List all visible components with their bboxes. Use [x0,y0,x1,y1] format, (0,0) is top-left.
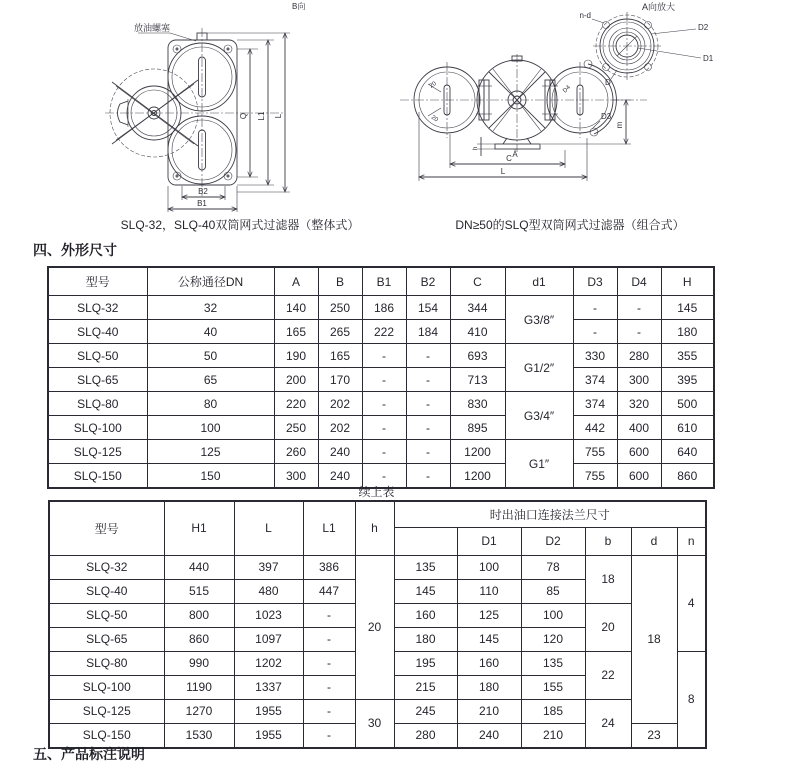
table-cell: 260 [274,440,318,464]
enlarged-view-title: A向放大 [642,2,676,12]
table-row [49,555,706,579]
table-cell: - [362,464,406,489]
dim-d-label: D [605,78,611,87]
table-cell: 640 [661,440,714,464]
table-row [48,368,714,392]
merged-h-cell: 30 [355,699,394,748]
table-cell: - [362,344,406,368]
dimension-table-2 [48,500,707,749]
table-cell: 320 [617,392,661,416]
column-header: B1 [362,267,406,296]
table-cell: - [362,440,406,464]
dim-l-label: L [274,113,283,119]
column-header: D4 [617,267,661,296]
table-cell: 180 [394,627,457,651]
chamfer-label-2: 20 [429,114,439,124]
thread-size-cell: G3/8″ [505,296,573,344]
merged-d-cell: 18 [631,555,677,723]
table-cell: 145 [661,296,714,320]
table-cell: 120 [521,627,585,651]
table-cell: 240 [318,464,362,489]
table-cell: 125 [457,603,521,627]
merged-h-cell: 20 [355,555,394,699]
base-flange [495,144,540,149]
table-cell: - [406,464,450,489]
dim-l-label-right: L [500,167,506,176]
table-cell: 1955 [234,723,303,748]
table-cell: 830 [450,392,505,416]
table-cell: 1955 [234,699,303,723]
merged-b-cell: 20 [585,603,631,651]
dim-d3-label: D3 [601,112,612,121]
table-cell: 1097 [234,627,303,651]
dim-l1-label: L1 [257,111,266,121]
table-row [48,416,714,440]
table-cell: - [303,723,355,748]
table-cell: 184 [406,320,450,344]
table-cell: - [362,416,406,440]
column-header: D2 [521,527,585,555]
flange-plate [168,40,237,185]
table-cell: 395 [661,368,714,392]
table-cell: 1530 [164,723,234,748]
model-cell: SLQ-100 [48,416,147,440]
table-cell: - [303,651,355,675]
table-cell: 180 [457,675,521,699]
table-cell: 895 [450,416,505,440]
table-cell: 300 [274,464,318,489]
table-cell: 135 [521,651,585,675]
table-cell: 145 [394,579,457,603]
table-cell: 160 [394,603,457,627]
dim-q-label: Q [239,112,248,120]
table-cell: 200 [274,368,318,392]
table-cell: 85 [521,579,585,603]
table-cell: 80 [147,392,274,416]
table-cell: 202 [318,392,362,416]
table-cell: 610 [661,416,714,440]
table-cell: 355 [661,344,714,368]
table-cell: 374 [573,392,617,416]
drain-plug-label: 放油螺塞 [134,23,171,33]
table-cell: 280 [394,723,457,748]
column-header: h [355,501,394,555]
table-cell: 65 [147,368,274,392]
table-cell: 400 [617,416,661,440]
table-cell: 245 [394,699,457,723]
table-row [48,320,714,344]
table-row [48,296,714,320]
column-header: d [631,527,677,555]
table-cell: 140 [274,296,318,320]
table-cell: 220 [274,392,318,416]
table-cell: - [406,416,450,440]
table-cell: 250 [274,416,318,440]
table-cell: - [303,627,355,651]
thread-size-cell: G1/2″ [505,344,573,392]
merged-n-cell: 8 [677,651,706,748]
thread-size-cell: G1″ [505,440,573,489]
model-cell: SLQ-50 [49,603,164,627]
table-cell: - [406,368,450,392]
dim-d2-label: D2 [698,23,709,32]
flange-group-header: 时出油口连接法兰尺寸 [394,501,706,527]
table-cell: 397 [234,555,303,579]
table-cell: 410 [450,320,505,344]
table-cell: 215 [394,675,457,699]
table-cell: 600 [617,440,661,464]
table-cell: 755 [573,440,617,464]
table-cell: 300 [617,368,661,392]
model-cell: SLQ-32 [48,296,147,320]
dim-c-label: C [506,154,512,163]
table-cell: 280 [617,344,661,368]
table-cell: 1270 [164,699,234,723]
table-cell: 100 [147,416,274,440]
table-cell: 250 [318,296,362,320]
table-cell: - [573,296,617,320]
thread-size-cell: G3/4″ [505,392,573,440]
figure-combined-filter-drawing [395,0,795,215]
table-cell: 755 [573,464,617,489]
table-cell: 155 [521,675,585,699]
merged-b-cell: 18 [585,555,631,603]
dim-a-label: A [512,150,518,159]
table-cell: 160 [457,651,521,675]
merged-n-cell: 4 [677,555,706,651]
table-cell: - [303,675,355,699]
table-cell: - [406,392,450,416]
table-cell: 1337 [234,675,303,699]
merged-b-cell: 24 [585,699,631,748]
table-cell: 210 [521,723,585,748]
dim-d4-label: D4 [562,84,572,95]
figure-caption-left: SLQ-32，SLQ-40双筒网式过滤器（整体式） [120,218,360,232]
column-header: 型号 [48,267,147,296]
figure-integral-filter-drawing [30,0,395,215]
table-cell: 713 [450,368,505,392]
dim-d1-label: D1 [703,54,714,63]
column-header: H1 [164,501,234,555]
table-cell: 860 [164,627,234,651]
table-cell: 110 [457,579,521,603]
view-b-label: B向 [292,2,306,11]
table2-header-row-1 [49,501,706,527]
table-cell: 135 [394,555,457,579]
table-cell: 202 [318,416,362,440]
table-cell: 1200 [450,464,505,489]
model-cell: SLQ-65 [48,368,147,392]
table-cell: - [617,296,661,320]
table-cell: 386 [303,555,355,579]
section-title: 四、外形尺寸 [33,242,117,258]
table-cell: - [573,320,617,344]
table-cell: 1023 [234,603,303,627]
merged-b-cell: 22 [585,651,631,699]
table-cell: 500 [661,392,714,416]
table-cell: 125 [147,440,274,464]
table-cell: 32 [147,296,274,320]
chamfer-label-1: 20 [428,80,438,90]
table-row [48,344,714,368]
table-cell: 240 [318,440,362,464]
model-cell: SLQ-125 [48,440,147,464]
column-header: H [661,267,714,296]
table-cell: 693 [450,344,505,368]
table-cell: 195 [394,651,457,675]
model-cell: SLQ-100 [49,675,164,699]
table2-caption: 续上表 [358,485,395,499]
table-cell: 1200 [450,440,505,464]
table-cell: - [362,368,406,392]
column-header: 型号 [49,501,164,555]
model-cell: SLQ-32 [49,555,164,579]
column-header: 公称通径DN [147,267,274,296]
table-cell: 442 [573,416,617,440]
table-cell: 210 [457,699,521,723]
model-cell: SLQ-125 [49,699,164,723]
table-cell: 154 [406,296,450,320]
table-cell: 185 [521,699,585,723]
column-header: A [274,267,318,296]
table-cell: 100 [521,603,585,627]
table-cell: 150 [147,464,274,489]
table-cell: 50 [147,344,274,368]
dim-nd-label: n-d [579,11,591,20]
dim-m-label: m [615,121,624,129]
table-cell: 190 [274,344,318,368]
table-cell: - [406,344,450,368]
table-cell: 344 [450,296,505,320]
column-header: n [677,527,706,555]
table-cell: - [303,699,355,723]
column-header: D3 [573,267,617,296]
model-cell: SLQ-150 [48,464,147,489]
table-cell: - [406,440,450,464]
table-cell: 186 [362,296,406,320]
column-header: B [318,267,362,296]
dim-b2-label: B2 [198,187,208,196]
table1-header-row [48,267,714,296]
table-row [48,392,714,416]
dim-h-label: h [473,146,479,150]
column-header [394,527,457,555]
table-cell: 860 [661,464,714,489]
model-cell: SLQ-50 [48,344,147,368]
table-cell: 240 [457,723,521,748]
table-cell: 1202 [234,651,303,675]
table-cell: 990 [164,651,234,675]
model-cell: SLQ-65 [49,627,164,651]
table-cell: 515 [164,579,234,603]
table-cell: 78 [521,555,585,579]
table-cell: 165 [318,344,362,368]
column-header: L1 [303,501,355,555]
table-cell: 1190 [164,675,234,699]
column-header: b [585,527,631,555]
table-cell: 447 [303,579,355,603]
table-cell: 40 [147,320,274,344]
column-header: C [450,267,505,296]
figure-caption-right: DN≥50的SLQ型双筒网式过滤器（组合式） [455,218,685,232]
enlarged-flange-view [593,12,661,80]
table-row [49,699,706,723]
table-cell: 600 [617,464,661,489]
table-cell: 222 [362,320,406,344]
valve-handle [112,82,198,146]
table-row [48,440,714,464]
table-cell: 100 [457,555,521,579]
table-cell: - [362,392,406,416]
column-header: D1 [457,527,521,555]
model-cell: SLQ-40 [49,579,164,603]
column-header: L [234,501,303,555]
dimension-table-1 [47,266,715,489]
column-header: d1 [505,267,573,296]
model-cell: SLQ-80 [49,651,164,675]
model-cell: SLQ-150 [49,723,164,748]
table-cell: 330 [573,344,617,368]
table-cell: 170 [318,368,362,392]
model-cell: SLQ-80 [48,392,147,416]
table-cell: 374 [573,368,617,392]
table-cell: 145 [457,627,521,651]
table-cell: 165 [274,320,318,344]
table-cell: 440 [164,555,234,579]
dim-b1-label: B1 [197,199,207,208]
table-cell: 480 [234,579,303,603]
table-cell: - [617,320,661,344]
next-section-title-partial: 五、产品标注说明 [33,746,145,762]
table-cell: 180 [661,320,714,344]
merged-d-cell: 23 [631,723,677,748]
table-cell: 265 [318,320,362,344]
column-header: B2 [406,267,450,296]
model-cell: SLQ-40 [48,320,147,344]
table-cell: - [303,603,355,627]
table-cell: 800 [164,603,234,627]
